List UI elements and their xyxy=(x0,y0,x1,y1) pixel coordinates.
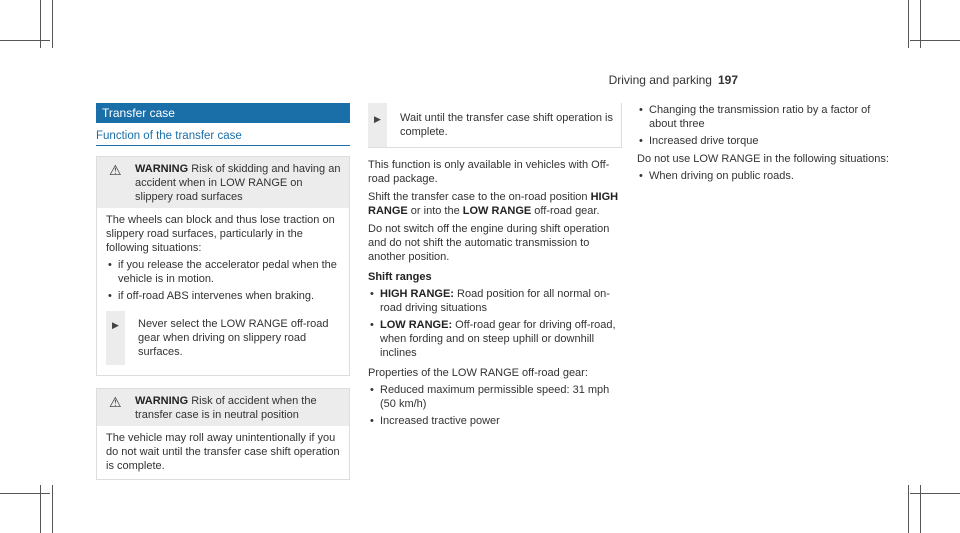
arrow-right-icon: ▶ xyxy=(112,320,119,330)
section-heading: Shift ranges xyxy=(368,271,432,283)
text: off-road gear. xyxy=(534,205,600,217)
warning-box xyxy=(96,388,350,480)
list-item: • if you release the accelerator pedal when the vehicle is in motion. xyxy=(106,258,341,286)
action-note xyxy=(368,103,622,148)
keyword: LOW RANGE: xyxy=(380,319,453,331)
paragraph: Properties of the LOW RANGE off-road gear: xyxy=(368,367,588,379)
warning-label: WARNING xyxy=(135,395,189,407)
paragraph: Do not switch off the engine during shift operation and do not shift the automatic transmission to another position. xyxy=(368,223,610,263)
warning-header xyxy=(97,157,349,208)
warning-box xyxy=(96,156,350,376)
text: or into the xyxy=(410,205,460,217)
crop-mark xyxy=(908,485,909,533)
crop-mark xyxy=(908,0,909,48)
keyword: LOW RANGE xyxy=(462,205,532,217)
list-item xyxy=(368,287,622,315)
arrow-right-icon: ▶ xyxy=(374,114,381,124)
warning-text: The vehicle may roll away unintentionally if you do not wait until the transfer case shift operation is complete. xyxy=(106,432,340,472)
section-title: Driving and parking xyxy=(608,73,712,87)
crop-mark xyxy=(0,493,50,494)
note-text: Wait until the transfer case shift operation is complete. xyxy=(400,112,613,138)
list-item: • Increased tractive power xyxy=(368,414,622,428)
list-item: • Reduced maximum permissible speed: 31 mph (50 km/h) xyxy=(368,383,622,411)
crop-mark xyxy=(52,485,53,533)
keyword: HIGH RANGE xyxy=(368,191,619,217)
warning-title: Risk of accident when the transfer case is in neutral position xyxy=(135,395,317,421)
warning-header xyxy=(97,389,349,426)
action-note xyxy=(106,311,341,365)
section-banner: Transfer case xyxy=(96,103,350,123)
list-item: • Increased drive torque xyxy=(637,134,891,148)
warning-text: The wheels can block and thus lose traction on slippery road surfaces, particularly in the following situations: xyxy=(106,214,335,254)
crop-mark xyxy=(0,40,50,41)
paragraph xyxy=(368,190,622,218)
warning-body xyxy=(97,208,349,375)
keyword: HIGH RANGE: xyxy=(380,288,454,300)
list-item xyxy=(368,318,622,360)
column-1 xyxy=(96,103,350,480)
page-number: 197 xyxy=(717,73,738,87)
subheading: Function of the transfer case xyxy=(96,129,350,146)
paragraph: Do not use LOW RANGE in the following situations: xyxy=(637,153,889,165)
crop-mark xyxy=(910,40,960,41)
crop-mark xyxy=(52,0,53,48)
list-item: • if off-road ABS intervenes when braking. xyxy=(106,289,341,303)
warning-icon: ⚠ xyxy=(109,162,122,178)
warning-body xyxy=(97,426,349,479)
page-header xyxy=(609,73,738,87)
column-2 xyxy=(368,103,622,428)
column-3 xyxy=(637,103,891,183)
warning-title: Risk of skidding and having an accident when in LOW RANGE on slippery road surfaces xyxy=(135,163,341,203)
list-item: • Changing the transmission ratio by a factor of about three xyxy=(637,103,891,131)
warning-label: WARNING xyxy=(135,163,189,175)
note-text: Never select the LOW RANGE off-road gear when driving on slippery road surfaces. xyxy=(138,318,329,358)
text: Off-road gear for driving off-road, when fording and on steep uphill or downhill inclines xyxy=(380,319,616,359)
warning-icon: ⚠ xyxy=(109,394,122,410)
crop-mark xyxy=(910,493,960,494)
text: Shift the transfer case to the on-road position xyxy=(368,191,588,203)
paragraph: This function is only available in vehicles with Off-road package. xyxy=(368,159,610,185)
text: Road position for all normal on-road driving situations xyxy=(380,288,610,314)
list-item: • When driving on public roads. xyxy=(637,169,891,183)
